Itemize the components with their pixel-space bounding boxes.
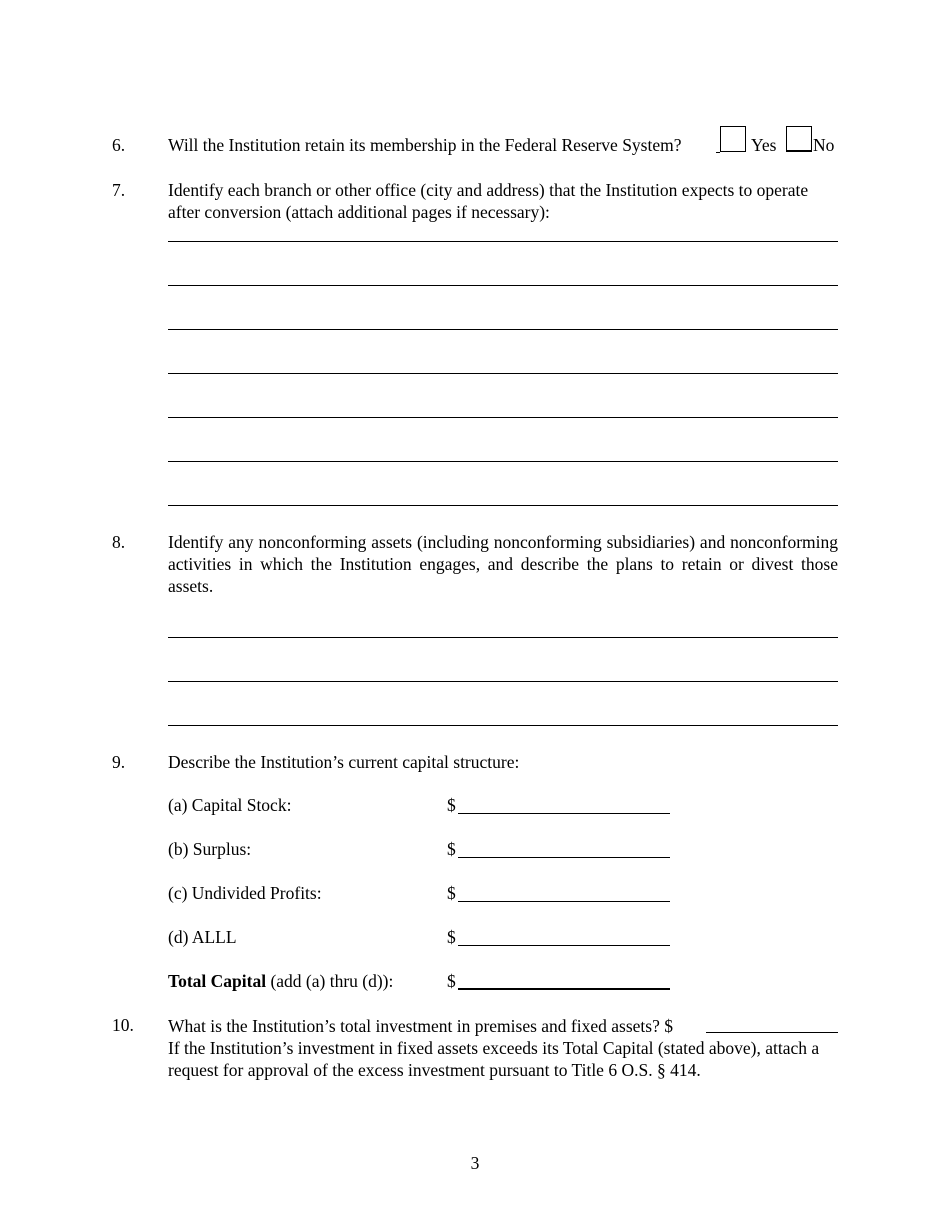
q8-answer-line[interactable] [168,637,838,638]
surplus-label: (b) Surplus: [168,839,252,859]
undivided-profits-label: (c) Undivided Profits: [168,883,322,903]
total-capital-label-bold: Total Capital [168,971,267,991]
q8-number: 8. [112,532,126,552]
q10-question-line3: request for approval of the excess investment pursuant to Title 6 O.S. § 414. [168,1060,701,1080]
q6-lead-rule [716,152,720,153]
surplus-field[interactable] [458,857,670,858]
undivided-profits-field[interactable] [458,901,670,902]
total-capital-field[interactable] [458,988,670,990]
capital-stock-label: (a) Capital Stock: [168,795,292,815]
q7-answer-line[interactable] [168,329,838,330]
q7-number: 7. [112,180,126,200]
total-capital-label-rest: (add (a) thru (d)): [266,971,394,991]
capital-stock-field[interactable] [458,813,670,814]
q10-number: 10. [112,1015,134,1035]
alll-currency: $ [447,927,456,947]
q7-answer-line[interactable] [168,285,838,286]
q6-no-label: No [813,135,835,155]
q8-answer-line[interactable] [168,681,838,682]
q8-answer-line[interactable] [168,725,838,726]
alll-field[interactable] [458,945,670,946]
q7-question-line1: Identify each branch or other office (city and address) that the Institution expects to operate [168,180,809,200]
fixed-assets-field[interactable] [706,1032,838,1033]
q10-question-line2: If the Institution’s investment in fixed assets exceeds its Total Capital (stated above), attach a [168,1038,820,1058]
q7-answer-line[interactable] [168,241,838,242]
q10-question-line1: What is the Institution’s total investment in premises and fixed assets? $ [168,1016,673,1036]
q6-no-checkbox[interactable] [786,126,812,152]
q7-answer-line[interactable] [168,373,838,374]
total-capital-currency: $ [447,971,456,991]
q8-question: Identify any nonconforming assets (including nonconforming subsidiaries) and nonconforming activities in which the Institution engages, and describe the plans to retain or divest those assets. [168,532,838,596]
q7-question-line2: after conversion (attach additional pages if necessary): [168,202,550,222]
q6-yes-checkbox[interactable] [720,126,746,152]
q9-number: 9. [112,752,126,772]
page-number: 3 [470,1153,480,1173]
q7-answer-line[interactable] [168,417,838,418]
q7-answer-line[interactable] [168,505,838,506]
capital-stock-currency: $ [447,795,456,815]
q9-question: Describe the Institution’s current capital structure: [168,752,520,772]
q6-question: Will the Institution retain its membership in the Federal Reserve System? [168,135,682,155]
q6-number: 6. [112,135,126,155]
q7-answer-line[interactable] [168,461,838,462]
surplus-currency: $ [447,839,456,859]
q6-yes-label: Yes [751,135,777,155]
total-capital-label [168,971,393,992]
undivided-profits-currency: $ [447,883,456,903]
alll-label: (d) ALLL [168,927,237,947]
